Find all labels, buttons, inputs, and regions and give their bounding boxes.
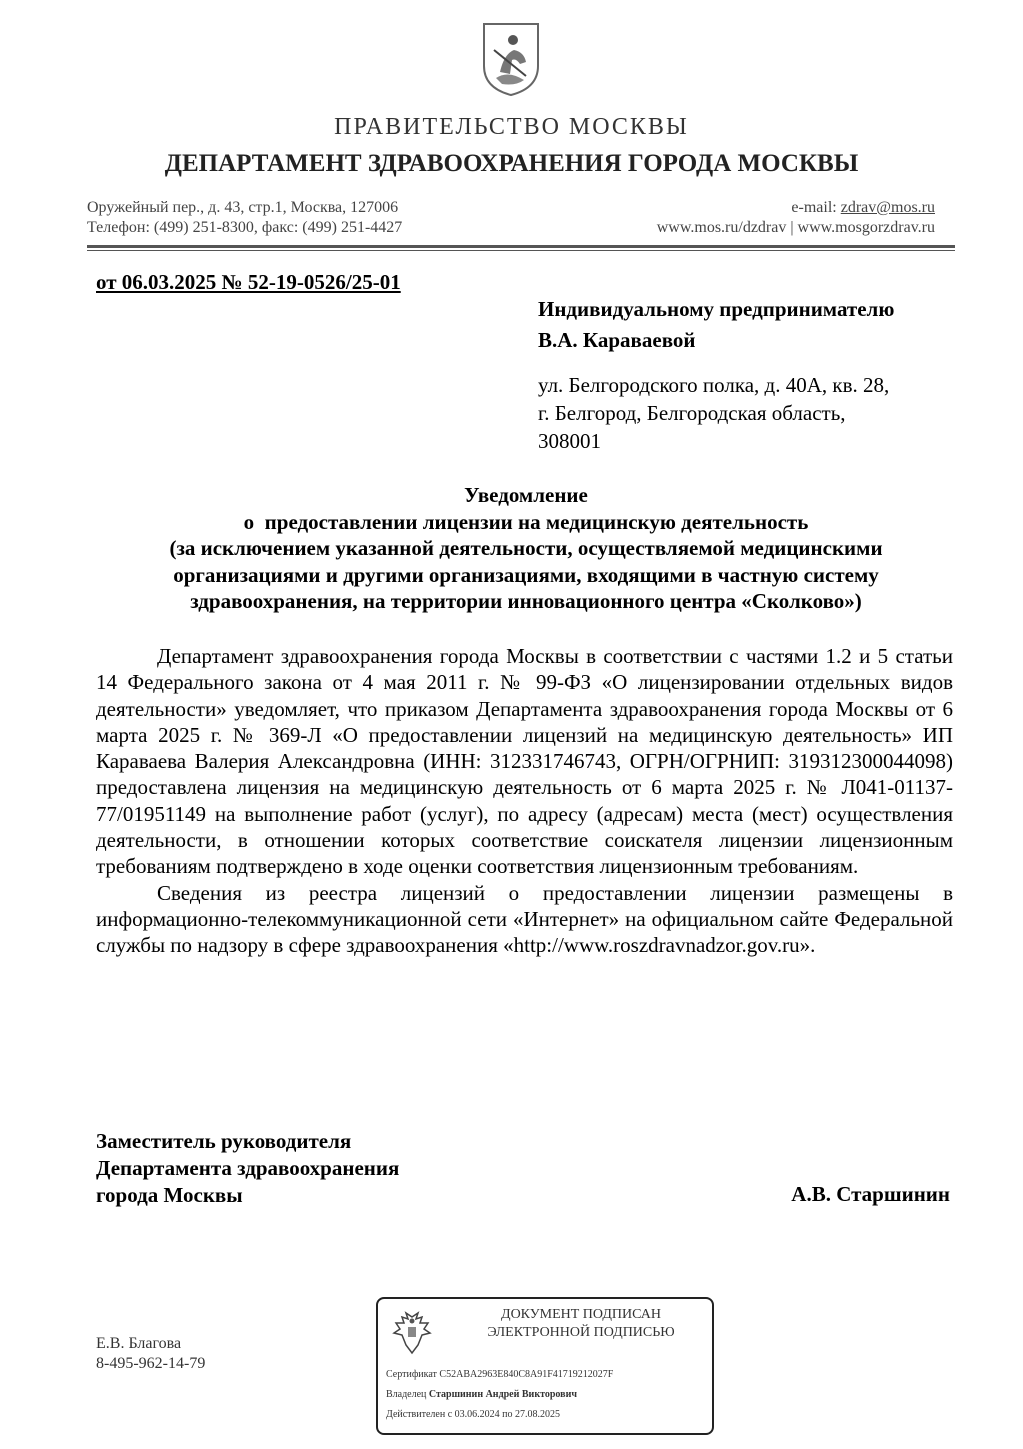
addressee-address: [538, 371, 889, 455]
title-line: организациями и другими организациями, входящими в частную систему: [173, 562, 879, 587]
stamp-certificate: [386, 1369, 613, 1380]
position-line: города Москвы: [96, 1183, 243, 1207]
executor-info: [96, 1334, 205, 1374]
electronic-signature-stamp: [376, 1297, 714, 1435]
department-phone: Телефон: (499) 251-8300, факс: (499) 251-4427: [87, 219, 403, 236]
department-address: Оружейный пер., д. 43, стр.1, Москва, 127006: [87, 199, 399, 216]
addressee-line: Индивидуальному предпринимателю: [538, 297, 895, 321]
executor-phone: 8-495-962-14-79: [96, 1355, 206, 1372]
stamp-heading-line: ДОКУМЕНТ ПОДПИСАН: [501, 1307, 661, 1322]
position-line: Департамента здравоохранения: [96, 1156, 400, 1180]
email-line: [657, 198, 935, 218]
executor-name: Е.В. Благова: [96, 1335, 182, 1352]
title-line: Уведомление: [464, 483, 588, 507]
title-line: о предоставлении лицензии на медицинскую деятельность: [243, 509, 809, 534]
address-line: ул. Белгородского полка, д. 40А, кв. 28,: [538, 373, 890, 397]
address-line: г. Белгород, Белгородская область,: [538, 401, 846, 425]
title-line: здравоохранения, на территории инновационного центра «Сколково»): [190, 589, 862, 613]
email-link[interactable]: zdrav@mos.ru: [840, 199, 935, 216]
owner-label: Владелец: [386, 1389, 429, 1400]
stamp-owner: [386, 1389, 577, 1400]
body-paragraph: Департамент здравоохранения города Москвы в соответствии с частями 1.2 и 5 статьи 14 Федерального закона от 4 мая 2011 г. № 99-ФЗ «О лицензировании отдельных видов деятельности» уведомляет, что приказом Департамента здравоохранения города Москвы от 6 марта 2025 г. № 369-Л «О предоставлении лицензий на медицинскую деятельность» ИП Караваева Валерия Александровна (ИНН: 312331746743, ОГРН/ОГРНИП: 319312300044098) предоставлена лицензия на медицинскую деятельность от 6 марта 2025 г. № Л041-01137-77/01951149 на выполнение работ (услуг), по адресу (адресам) места (мест) осуществления деятельности, в отношении которых соответствие соискателя лицензии лицензионным требованиям подтверждено в ходе оценки соответствия лицензионным требованиям.: [96, 644, 953, 879]
owner-name: Старшинин Андрей Викторович: [428, 1389, 577, 1400]
title-line: (за исключением указанной деятельности, осуществляемой медицинскими: [169, 536, 883, 560]
contacts-right: [657, 198, 935, 238]
certificate-label: Сертификат: [386, 1369, 440, 1380]
double-headed-eagle-icon: [388, 1309, 436, 1357]
certificate-number: C52ABA2963E840C8A91F41719212027F: [439, 1369, 614, 1380]
moscow-coat-of-arms-icon: [480, 20, 542, 98]
document-body: [96, 643, 953, 959]
header-divider: [87, 245, 955, 248]
email-label: e-mail:: [791, 199, 841, 216]
stamp-heading: [456, 1306, 706, 1342]
stamp-validity: Действителен с 03.06.2024 по 27.08.2025: [386, 1409, 560, 1420]
body-paragraph: Сведения из реестра лицензий о предоставлении лицензии размещены в информационно-телекоммуникационной сети «Интернет» на официальном сайте Федеральной службы по надзору в сфере здравоохранения «http://www.roszdravnadzor.gov.ru».: [96, 880, 953, 958]
header-divider-thin: [87, 250, 955, 251]
addressee: [538, 294, 894, 356]
position-line: Заместитель руководителя: [96, 1129, 352, 1153]
signatory-name: А.В. Старшинин: [791, 1182, 950, 1206]
document-title: [96, 482, 956, 615]
registration-number: от 06.03.2025 № 52-19-0526/25-01: [96, 270, 401, 294]
stamp-heading-line: ЭЛЕКТРОННОЙ ПОДПИСЬЮ: [487, 1325, 675, 1340]
addressee-name: В.А. Караваевой: [538, 328, 696, 352]
signatory-position: [96, 1128, 399, 1209]
address-postcode: 308001: [538, 429, 601, 453]
government-name: ПРАВИТЕЛЬСТВО МОСКВЫ: [334, 114, 689, 140]
websites: www.mos.ru/dzdrav | www.mosgorzdrav.ru: [656, 219, 935, 236]
contacts-left: [87, 198, 402, 238]
department-name: ДЕПАРТАМЕНТ ЗДРАВООХРАНЕНИЯ ГОРОДА МОСКВЫ: [164, 150, 859, 177]
